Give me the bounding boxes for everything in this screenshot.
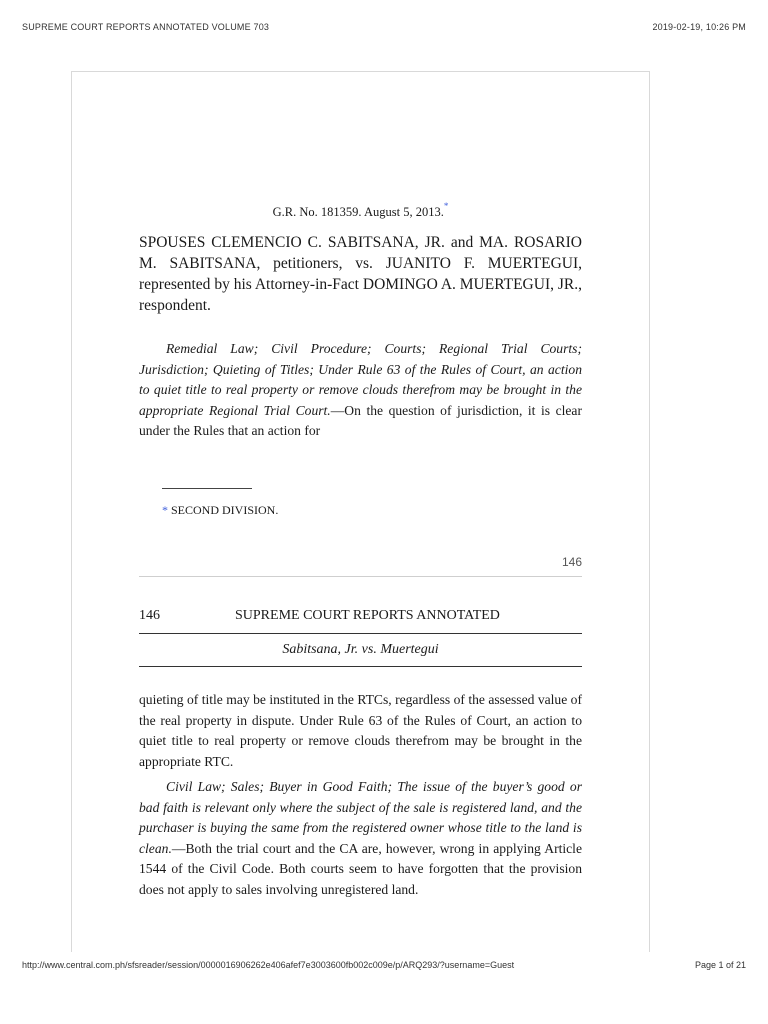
footnote-text: SECOND DIVISION. [168,503,279,517]
page-indicator: Page 1 of 21 [694,960,746,970]
paragraph-2-keywords: Civil Law; Sales; Buyer in Good Faith; The issue of the buyer’s good or bad faith is relevant only where the subject of the sale is registered land, and the purchaser is buying the same from the registered owner whose title to the land is clean. [139,779,582,856]
syllabus-paragraph [139,339,582,442]
document-page [71,71,650,952]
footnote-marker: * [162,503,168,517]
header-rule-top [139,633,582,634]
body-paragraph-2 [139,777,582,901]
case-parties: SPOUSES CLEMENCIO C. SABITSANA, JR. and MA. ROSARIO M. SABITSANA, petitioners, vs. JUANITO F. MUERTEGUI, represented by his Attorney-in-Fact DOMINGO A. MUERTEGUI, JR., respondent. [139,234,582,314]
syllabus-body: —On the question of jurisdiction, it is clear under the Rules that an action for [139,402,582,439]
case-number [139,201,582,220]
case-short-title: Sabitsana, Jr. vs. Muertegui [282,642,439,657]
paragraph-2-body: —Both the trial court and the CA are, however, wrong in applying Article 1544 of the Civil Code. Both courts seem to have forgotten that the provision does not apply to sales involving unregistered land. [139,840,582,897]
header-rule-bottom [139,666,582,667]
running-header [139,608,582,628]
footnote [162,503,512,518]
footnote-divider [162,488,252,489]
syllabus-keywords: Remedial Law; Civil Procedure; Courts; Regional Trial Courts; Jurisdiction; Quieting of Titles; Under Rule 63 of the Rules of Court, an action to quiet title to real property or remove clouds therefrom may be brought in the appropriate Regional Trial Court. [139,341,582,418]
running-title: SUPREME COURT REPORTS ANNOTATED [235,608,500,623]
running-page-number: 146 [139,608,160,623]
page-number-bottom: 146 [561,555,582,569]
case-number-text: G.R. No. 181359. August 5, 2013. [272,205,444,219]
document-title: SUPREME COURT REPORTS ANNOTATED VOLUME 703 [22,22,270,32]
print-datetime: 2019-02-19, 10:26 PM [652,22,746,32]
body-paragraph-1: quieting of title may be instituted in the RTCs, regardless of the assessed value of the real property in dispute. Under Rule 63 of the Rules of Court, an action to quiet title to real property or remove clouds therefrom may be brought in the appropriate RTC. [139,692,582,769]
page-separator [139,576,582,577]
case-footnote-marker[interactable]: * [443,201,449,211]
source-url: http://www.central.com.ph/sfsreader/session/0000016906262e406afef7e3003600fb002c009e/p/ARQ293/?username=Guest [22,960,515,970]
